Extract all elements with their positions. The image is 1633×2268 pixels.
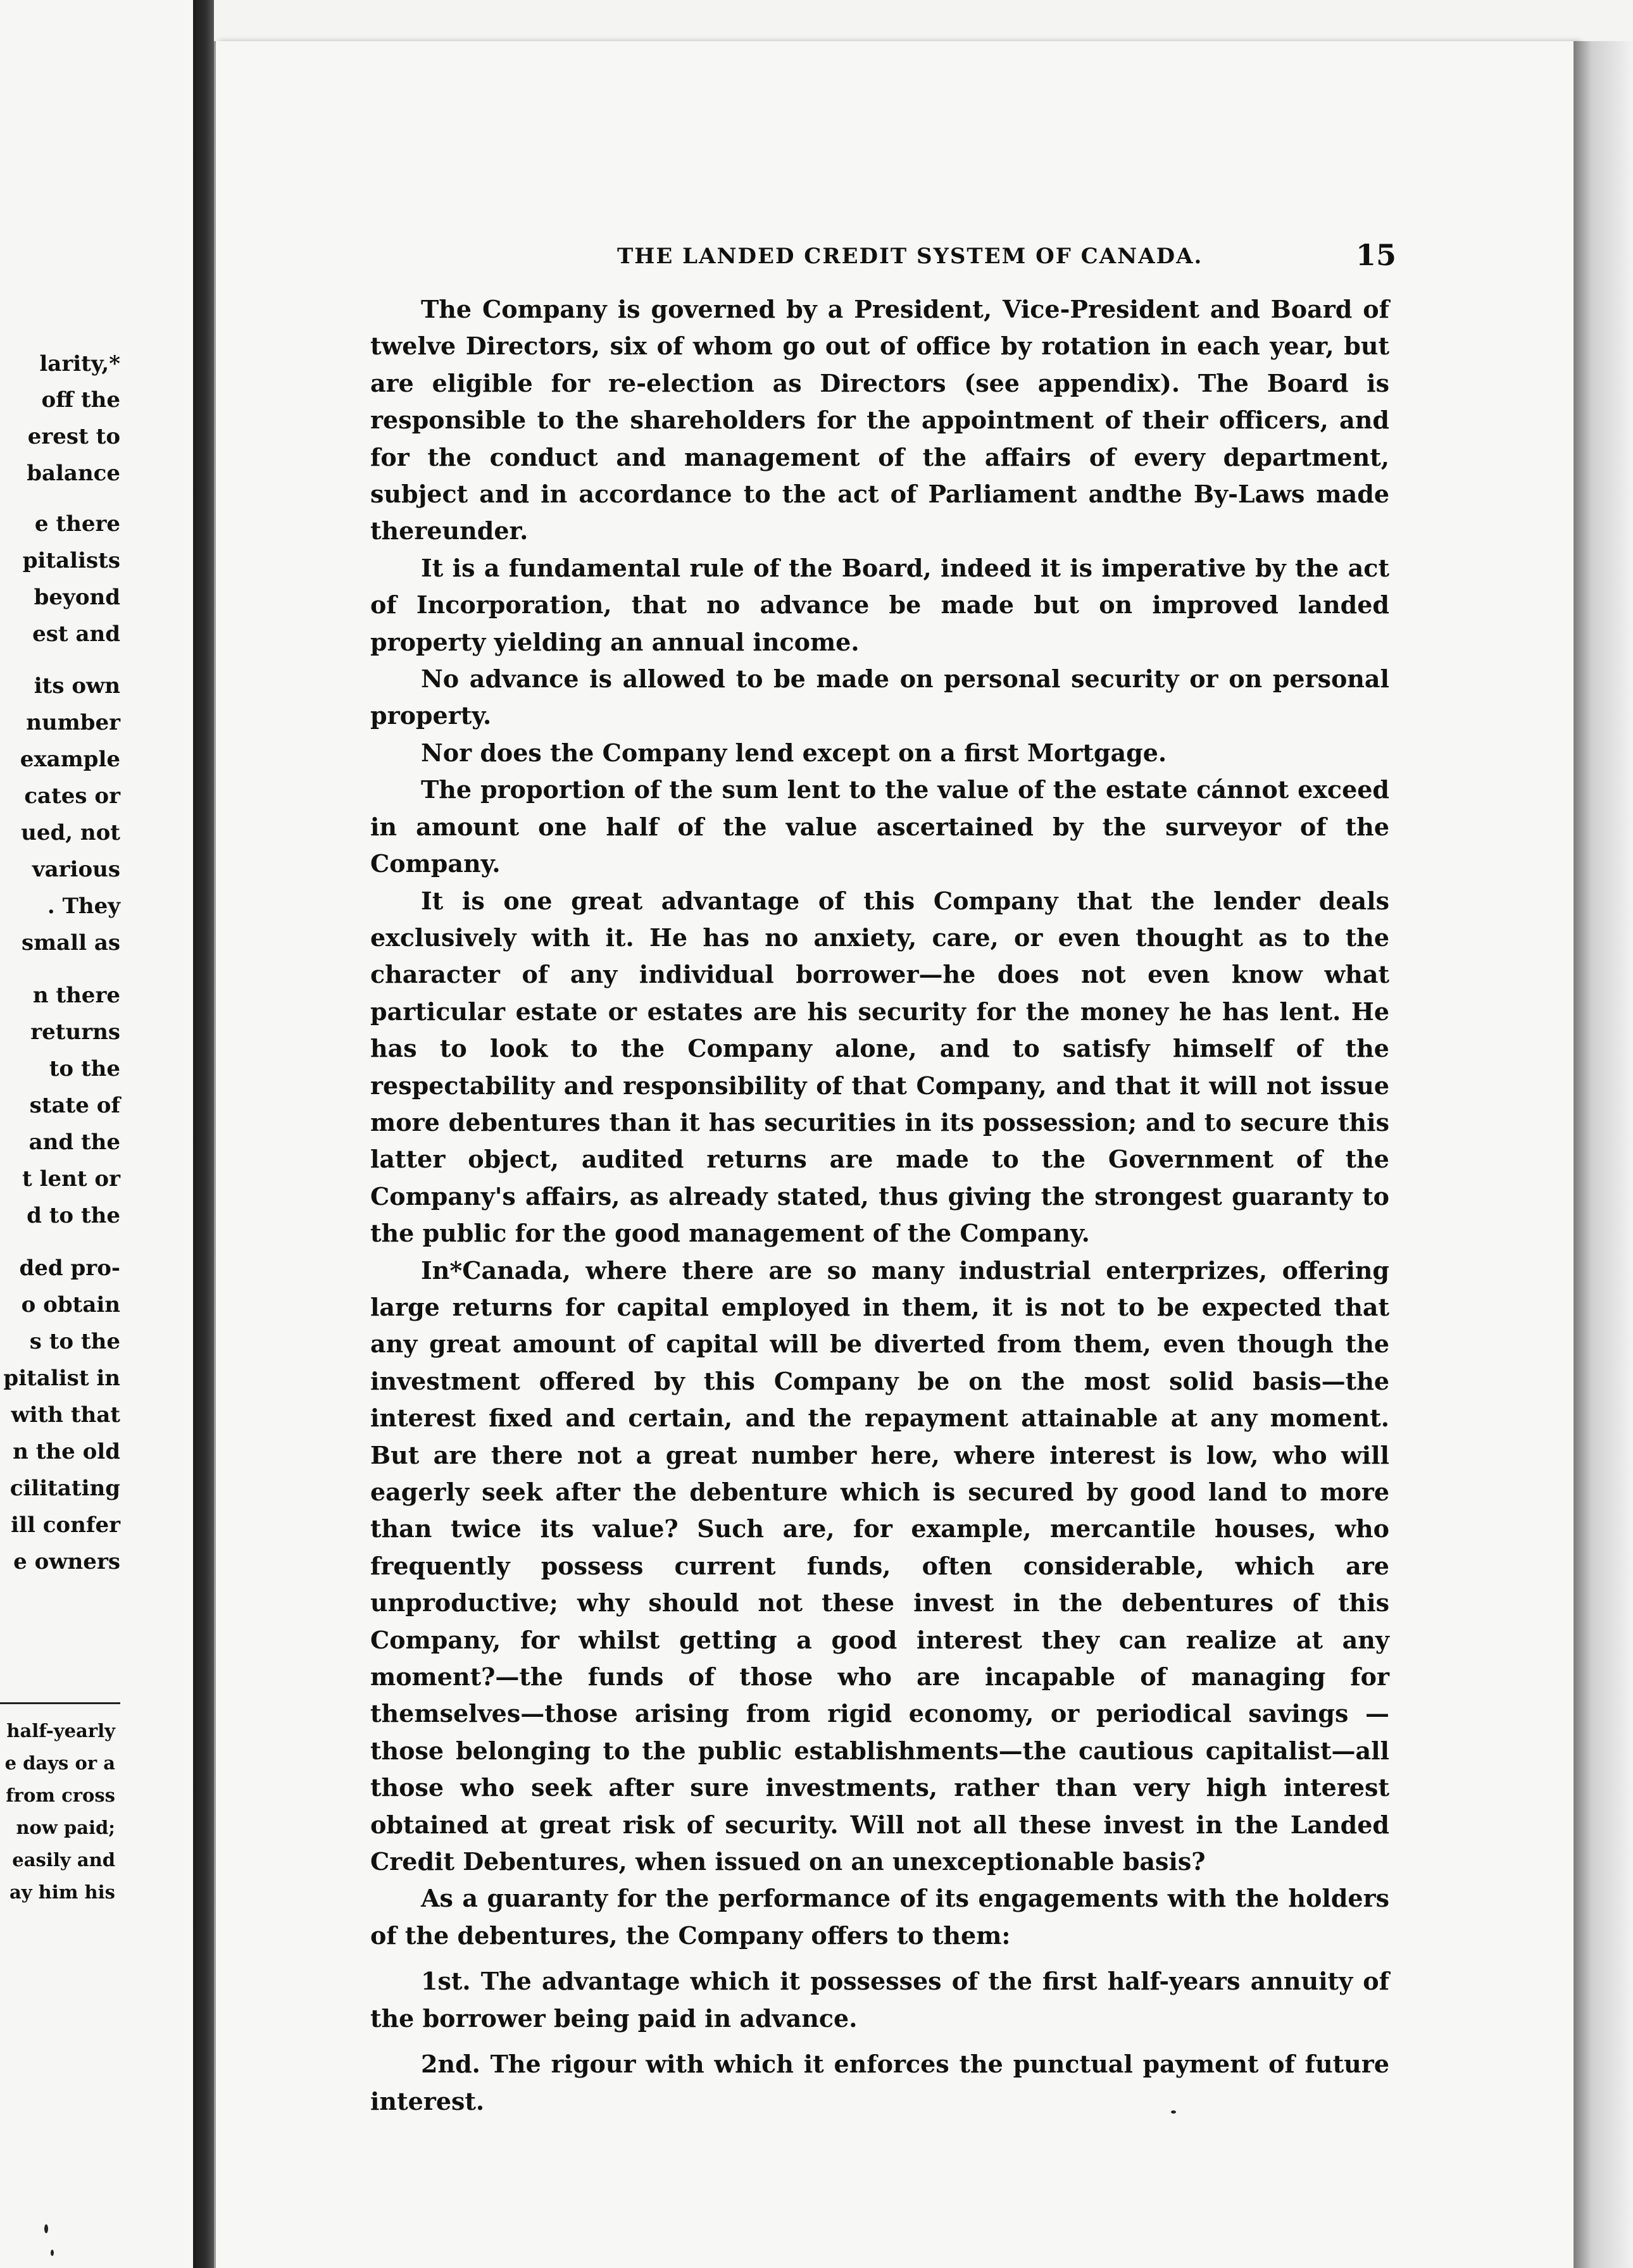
paragraph: As a guaranty for the performance of its engagements with the holders of the debentures, the Company offers to them: [370,1884,1389,1950]
facing-page-line: example [20,747,120,772]
facing-page-line: balance [27,461,120,486]
facing-page-line: s to the [29,1329,120,1354]
facing-page-line: beyond [34,585,120,610]
facing-page-line: returns [30,1019,120,1045]
facing-page-footnote-line: half-yearly [6,1720,115,1742]
facing-page-line: small as [22,930,120,956]
page-edge-shadow [1574,41,1633,2268]
paragraph: Nor does the Company lend except on a first Mortgage. [421,738,1167,767]
facing-page-line: . They [47,894,120,919]
facing-page-line: its own [34,673,120,699]
ink-speck [1171,2110,1176,2114]
facing-page-line: ill confer [11,1512,120,1538]
facing-page-line: n there [32,983,120,1008]
paragraph: It is a fundamental rule of the Board, indeed it is imperative by the act of Incorporation, that no advance be made but on improved landed property yielding an annual income. [370,553,1389,656]
facing-page-line: larity,* [39,351,120,377]
facing-page-line: ded pro- [19,1256,120,1281]
book-gutter [193,0,214,2268]
paragraph: It is one great advantage of this Company that the lender deals exclusively with it. He has no anxiety, care, or even thought as to the character of any individual borrower—he does not even know what particular estate or estates are his security for the money he has lent. He has to look to the Company alone, and to satisfy himself of the respectability and responsibility of that Company, and that it will not issue more debentures than it has securities in its possession; and to secure this latter object, audited returns are made to the Government of the Company's affairs, as already stated, thus giving the strongest guaranty to the public for the good management of the Company. [370,886,1389,1248]
facing-page-line: est and [32,621,120,647]
page-number: 15 [1356,238,1397,272]
facing-page-line: various [32,857,120,882]
facing-page-line: off the [41,387,120,413]
running-header: THE LANDED CREDIT SYSTEM OF CANADA. [617,244,1203,269]
facing-page-line: d to the [27,1203,120,1228]
facing-page-footnote-line: easily and [12,1849,115,1871]
facing-page-line: state of [29,1093,120,1118]
paragraph: 1st. The advantage which it possesses of the first half-years annuity of the borrower being paid in advance. [370,1967,1389,2033]
paragraph: No advance is allowed to be made on personal security or on personal property. [370,664,1389,730]
facing-page-footnote-line: now paid; [16,1817,115,1838]
facing-page-line: ued, not [21,820,120,845]
ink-speck [44,2224,48,2233]
facing-page-line: pitalists [22,548,120,573]
paragraph: In*Canada, where there are so many industrial enterprizes, offering large returns for capital employed in them, it is not to be expected that any great amount of capital will be diverted from them, even though the investment offered by this Company be on the most solid basis—the interest fixed and certain, and the repayment attainable at any moment. But are there not a great number here, where interest is low, who will eagerly seek after the debenture which is secured by good land to more than twice its value? Such are, for example, mercantile houses, who frequently possess current funds, often considerable, which are unproductive; why should not these invest in the debentures of this Company, for whilst getting a good interest they can realize at any moment?—the funds of those who are incapable of managing for themselves—those arising from rigid economy, or periodical savings —those belonging to the public establishments—the cautious capitalist—all those who seek after sure investments, rather than very high interest obtained at great risk of security. Will not all these invest in the Landed Credit Debentures, when issued on an unexceptionable basis? [370,1256,1389,1876]
facing-page-line: and the [28,1130,120,1155]
paragraph: The Company is governed by a President, Vice-President and Board of twelve Directors, six of whom go out of office by rotation in each year, but are eligible for re-election as Directors (see appendix). The Board is responsible to the shareholders for the appointment of their officers, and for the conduct and management of the affairs of every department, subject and in accordance to the act of Parliament andthe By-Laws made thereunder. [370,295,1389,545]
facing-page-line: with that [11,1402,120,1428]
facing-page-footnote-line: ay him his [9,1881,115,1903]
footnote-rule [0,1702,120,1704]
facing-page-fragment [0,0,193,2268]
paragraph: 2nd. The rigour with which it enforces the punctual payment of future interest. [370,2050,1389,2115]
facing-page-line: cilitating [9,1476,120,1501]
facing-page-line: number [26,710,120,735]
paragraph: The proportion of the sum lent to the value of the estate cánnot exceed in amount one half of the value ascertained by the surveyor of the Company. [370,775,1389,878]
facing-page-line: n the old [13,1439,120,1464]
ink-speck [51,2250,54,2256]
facing-page-line: pitalist in [3,1366,120,1391]
facing-page-line: to the [49,1056,120,1081]
facing-page-line: e owners [13,1549,120,1574]
facing-page-footnote-line: from cross [6,1785,115,1806]
page-body [370,291,1389,2120]
facing-page-line: erest to [27,424,120,449]
facing-page-footnote-line: e days or a [4,1752,115,1774]
facing-page-line: t lent or [22,1166,120,1192]
facing-page-line: o obtain [21,1292,120,1318]
facing-page-line: e there [34,511,120,537]
facing-page-line: cates or [24,783,120,809]
